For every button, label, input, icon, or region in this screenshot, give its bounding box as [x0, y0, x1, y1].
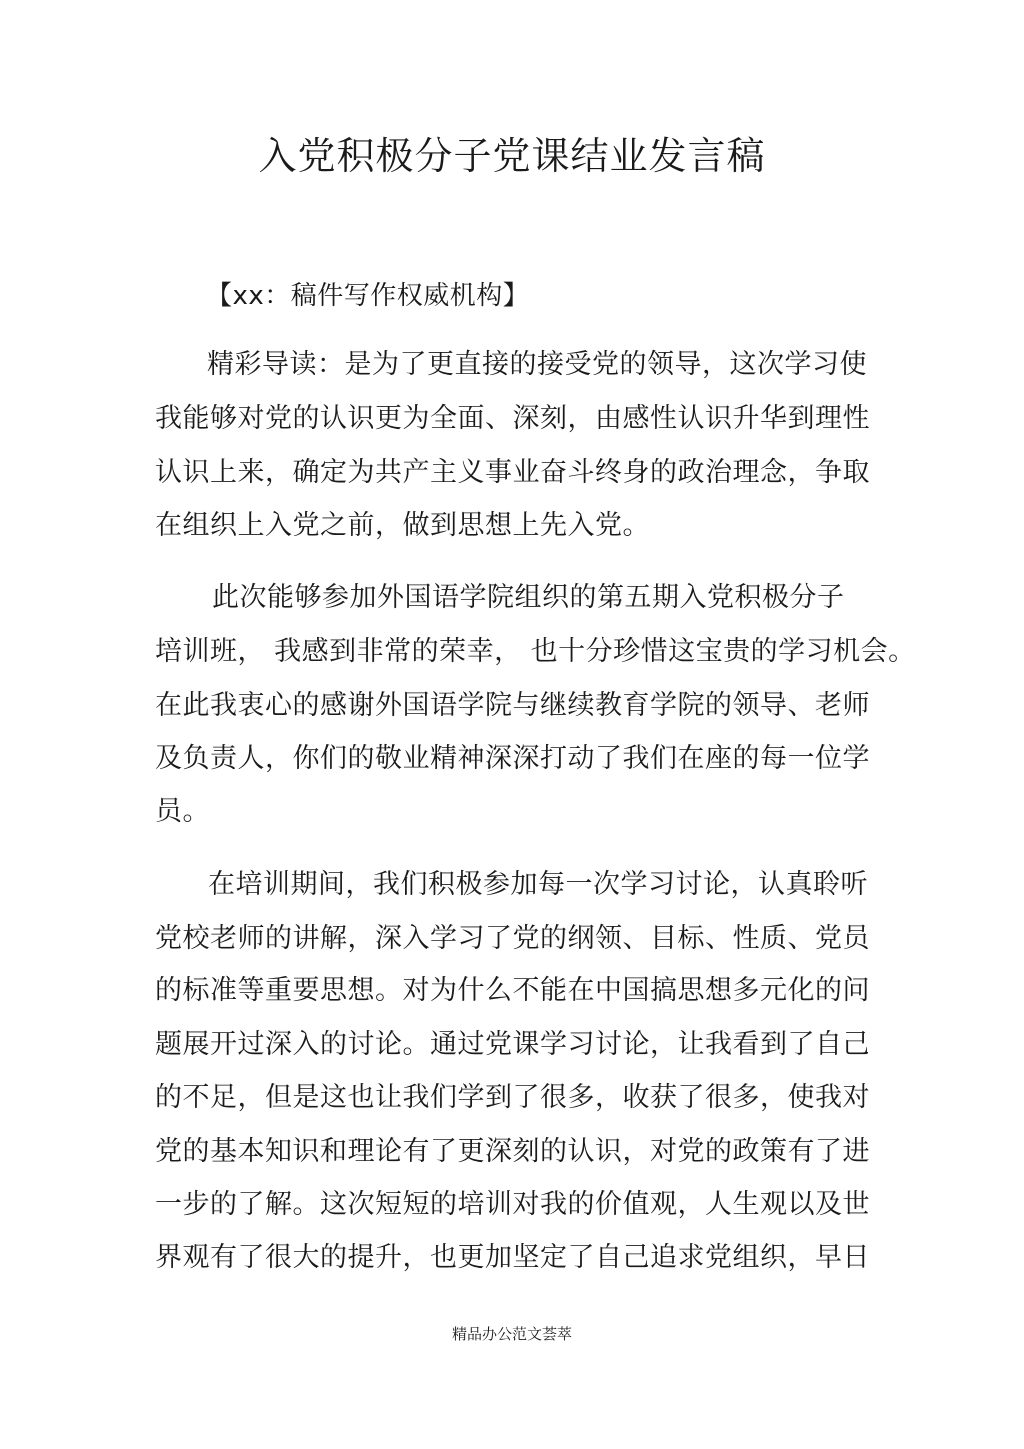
paragraph-line: 我能够对党的认识更为全面、深刻，由感性认识升华到理性 — [155, 403, 870, 434]
paragraph-line: 一步的了解。这次短短的培训对我的价值观，人生观以及世 — [155, 1189, 870, 1220]
paragraph-line: 界观有了很大的提升，也更加坚定了自己追求党组织，早日 — [155, 1242, 870, 1273]
paragraph-line: 及负责人，你们的敬业精神深深打动了我们在座的每一位学 — [155, 743, 870, 774]
paragraph-line: 精彩导读：是为了更直接的接受党的领导，这次学习使 — [207, 349, 867, 380]
paragraph-line: 在此我衷心的感谢外国语学院与继续教育学院的领导、老师 — [155, 690, 870, 721]
paragraph-line: 在培训期间，我们积极参加每一次学习讨论，认真聆听 — [208, 869, 868, 900]
paragraph-line: 党校老师的讲解，深入学习了党的纲领、目标、性质、党员 — [155, 923, 870, 954]
document-title: 入党积极分子党课结业发言稿 — [258, 134, 766, 178]
paragraph-line: 党的基本知识和理论有了更深刻的认识，对党的政策有了进 — [155, 1136, 870, 1167]
page-footer: 精品办公范文荟萃 — [451, 1325, 572, 1343]
paragraph-line: 的标准等重要思想。对为什么不能在中国搞思想多元化的问 — [155, 975, 870, 1006]
paragraph-line: 的不足，但是这也让我们学到了很多，收获了很多，使我对 — [155, 1082, 870, 1113]
source-line: 【xx：稿件写作权威机构】 — [206, 281, 530, 311]
paragraph-line: 在组织上入党之前，做到思想上先入党。 — [155, 510, 650, 541]
paragraph-line: 此次能够参加外国语学院组织的第五期入党积极分子 — [212, 582, 845, 613]
paragraph-line: 题展开过深入的讨论。通过党课学习讨论，让我看到了自己 — [155, 1029, 870, 1060]
paragraph-line: 认识上来，确定为共产主义事业奋斗终身的政治理念，争取 — [155, 457, 870, 488]
paragraph-line: 员。 — [155, 796, 210, 827]
paragraph-line: 培训班， 我感到非常的荣幸， 也十分珍惜这宝贵的学习机会。 — [155, 636, 916, 667]
